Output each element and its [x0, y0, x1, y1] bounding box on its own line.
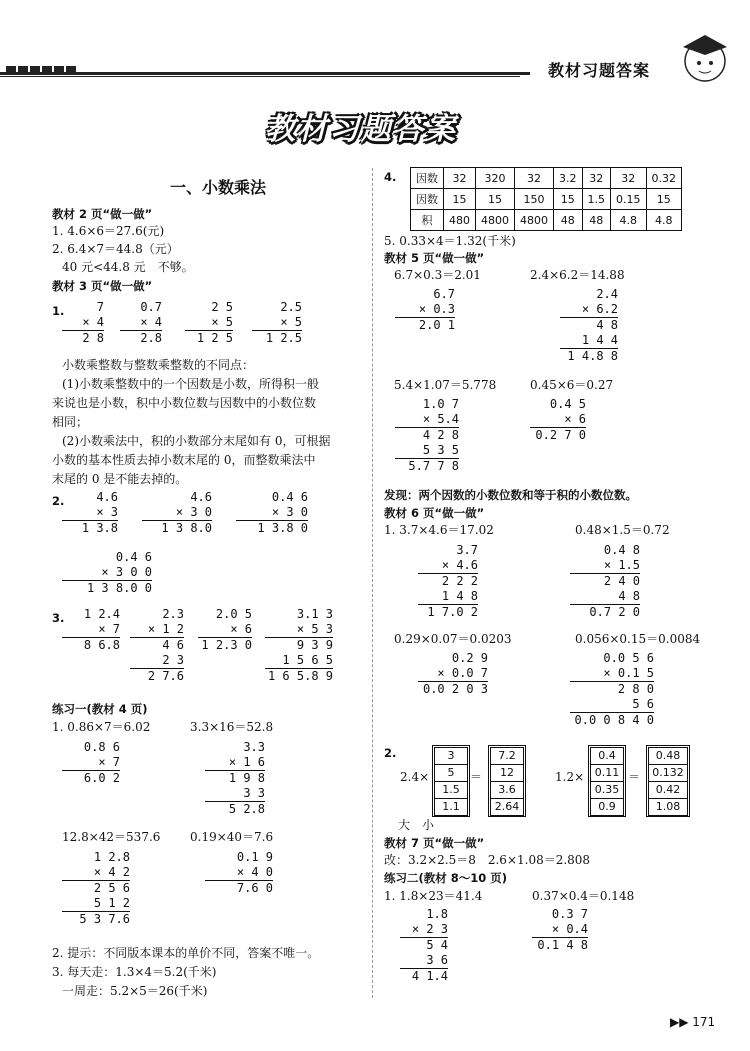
table-cell: 150	[515, 189, 554, 210]
vertical-calculation: 0.8 6 × 7 6.0 2	[62, 740, 120, 786]
answer-line: 2. 提示：不同版本课本的单价不同，答案不唯一。	[52, 946, 320, 960]
product-box: 7.2 12 3.6 2.64	[488, 745, 526, 817]
vertical-calculation: 1.0 7 × 5.4 4 2 8 5 3 5 5.7 7 8	[395, 397, 459, 474]
answer-line: 12.8×42＝537.6	[62, 830, 161, 844]
vertical-calculation: 4.6 × 3 0 1 3 8.0	[142, 490, 212, 536]
table-cell: 0.15	[611, 189, 647, 210]
answer-line: 1. 3.7×4.6＝17.02	[384, 523, 494, 537]
question-number: 4.	[384, 170, 397, 184]
answer-line: 0.19×40＝7.6	[190, 830, 274, 844]
header-rule-thin	[0, 76, 520, 77]
paragraph-line: (2)小数乘法中，积的小数部分末尾如有 0，可根据	[62, 434, 331, 448]
table-cell: 4.8	[611, 210, 647, 231]
answer-line: 0.45×6＝0.27	[530, 378, 614, 392]
table-cell: 15	[476, 189, 515, 210]
header-rule	[0, 72, 530, 75]
answer-line: 3. 每天走：1.3×4＝5.2(千米)	[52, 965, 217, 979]
paragraph-line: (1)小数乘整数中的一个因数是小数，所得积一般	[62, 377, 319, 391]
factor-product-table	[410, 167, 682, 231]
table-cell: 15	[444, 189, 476, 210]
exercise-heading: 教材 2 页“做一做”	[52, 207, 153, 221]
paragraph-line: 来说也是小数，积中小数位数与因数中的小数位数	[52, 396, 317, 410]
answer-line: 2. 6.4×7＝44.8（元）	[52, 242, 179, 256]
vertical-calculation: 1.8 × 2 3 5 4 3 6 4 1.4	[400, 907, 448, 984]
answer-line: 6.7×0.3＝2.01	[394, 268, 481, 282]
table-cell: 4800	[476, 210, 515, 231]
exercise-heading: 练习一(教材 4 页)	[52, 702, 148, 716]
exercise-heading: 教材 5 页“做一做”	[384, 251, 485, 265]
multiplier-label: 1.2×	[555, 770, 585, 784]
equals-sign: ＝	[628, 770, 641, 784]
vertical-calculation: 0.0 5 6 × 0.1 5 2 8 0 5 6 0.0 0 8 4 0	[570, 651, 654, 728]
paragraph-line: 相同；	[52, 415, 89, 429]
answer-line: 大 小	[398, 818, 435, 832]
table-cell: 480	[444, 210, 476, 231]
table-cell: 32	[582, 168, 611, 189]
exercise-heading: 练习二(教材 8～10 页)	[384, 871, 508, 885]
finding-note: 发现：两个因数的小数位数和等于积的小数位数。	[384, 488, 637, 502]
answer-line: 40 元<44.8 元 不够。	[62, 260, 194, 274]
table-row	[411, 189, 682, 210]
question-number: 3.	[52, 611, 65, 625]
column-divider	[372, 168, 373, 998]
vertical-calculation: 6.7 × 0.3 2.0 1	[395, 287, 455, 333]
table-cell: 4800	[515, 210, 554, 231]
answer-line: 1. 1.8×23＝41.4	[384, 889, 483, 903]
table-cell: 0.32	[646, 168, 682, 189]
vertical-calculation: 0.7 × 4 2.8	[120, 300, 162, 346]
vertical-calculation: 3.3 × 1 6 1 9 8 3 3 5 2.8	[205, 740, 265, 817]
vertical-calculation: 3.1 3 × 5 3 9 3 9 1 5 6 5 1 6 5.8 9	[265, 607, 333, 684]
table-cell: 因数	[411, 168, 444, 189]
table-row	[411, 210, 682, 231]
table-cell: 48	[582, 210, 611, 231]
vertical-calculation: 1 2.4 × 7 8 6.8	[62, 607, 120, 653]
answer-line: 改：3.2×2.5＝8 2.6×1.08＝2.808	[384, 853, 591, 867]
answer-line: 3.3×16＝52.8	[190, 720, 274, 734]
table-cell: 4.8	[646, 210, 682, 231]
question-number: 1.	[52, 304, 65, 318]
header-title: 教材习题答案	[548, 61, 651, 80]
table-row	[411, 168, 682, 189]
vertical-calculation: 0.4 5 × 6 0.2 7 0	[530, 397, 586, 443]
vertical-calculation: 2.3 × 1 2 4 6 2 3 2 7.6	[130, 607, 184, 684]
table-cell: 1.5	[582, 189, 611, 210]
vertical-calculation: 0.4 8 × 1.5 2 4 0 4 8 0.7 2 0	[570, 543, 640, 620]
vertical-calculation: 2.5 × 5 1 2.5	[252, 300, 302, 346]
table-cell: 48	[554, 210, 583, 231]
vertical-calculation: 3.7 × 4.6 2 2 2 1 4 8 1 7.0 2	[418, 543, 478, 620]
answer-line: 0.37×0.4＝0.148	[532, 889, 635, 903]
answer-line: 0.056×0.15＝0.0084	[575, 632, 701, 646]
table-cell: 32	[444, 168, 476, 189]
page-number: ▶▶ 171	[670, 1015, 716, 1029]
vertical-calculation: 0.4 6 × 3 0 0 1 3 8.0 0	[62, 550, 152, 596]
exercise-heading: 教材 6 页“做一做”	[384, 506, 485, 520]
vertical-calculation: 1 2.8 × 4 2 2 5 6 5 1 2 5 3 7.6	[62, 850, 130, 927]
page-title: 教材习题答案	[265, 112, 457, 147]
paragraph-line: 小数乘整数与整数乘整数的不同点：	[62, 358, 255, 372]
vertical-calculation: 2.0 5 × 6 1 2.3 0	[198, 607, 252, 653]
exercise-heading: 教材 7 页“做一做”	[384, 836, 485, 850]
table-cell: 因数	[411, 189, 444, 210]
answer-line: 0.48×1.5＝0.72	[575, 523, 670, 537]
answer-line: 5. 0.33×4＝1.32(千米)	[384, 234, 516, 248]
table-cell: 15	[554, 189, 583, 210]
question-number: 2.	[384, 746, 397, 760]
vertical-calculation: 0.3 7 × 0.4 0.1 4 8	[532, 907, 588, 953]
table-cell: 32	[611, 168, 647, 189]
question-number: 2.	[52, 494, 65, 508]
vertical-calculation: 7 × 4 2 8	[62, 300, 104, 346]
factor-box: 0.4 0.11 0.35 0.9	[588, 745, 626, 817]
vertical-calculation: 0.2 9 × 0.0 7 0.0 2 0 3	[418, 651, 488, 697]
paragraph-line: 小数的基本性质去掉小数末尾的 0，而整数乘法中	[52, 453, 316, 467]
factor-box: 3 5 1.5 1.1	[432, 745, 470, 817]
vertical-calculation: 0.4 6 × 3 0 1 3.8 0	[236, 490, 308, 536]
table-cell: 15	[646, 189, 682, 210]
vertical-calculation: 2 5 × 5 1 2 5	[185, 300, 233, 346]
vertical-calculation: 2.4 × 6.2 4 8 1 4 4 1 4.8 8	[560, 287, 618, 364]
answer-line: 1. 0.86×7＝6.02	[52, 720, 151, 734]
multiplier-label: 2.4×	[400, 770, 430, 784]
vertical-calculation: 0.1 9 × 4 0 7.6 0	[205, 850, 273, 896]
table-cell: 3.2	[554, 168, 583, 189]
answer-line: 一周走：5.2×5＝26(千米)	[62, 984, 208, 998]
student-cartoon-icon	[675, 25, 735, 90]
exercise-heading: 教材 3 页“做一做”	[52, 279, 153, 293]
equals-sign: ＝	[470, 770, 483, 784]
paragraph-line: 末尾的 0 是不能去掉的。	[52, 472, 188, 486]
table-cell: 320	[476, 168, 515, 189]
section-title: 一、小数乘法	[170, 178, 267, 197]
answer-line: 1. 4.6×6＝27.6(元)	[52, 224, 165, 238]
answer-line: 2.4×6.2＝14.88	[530, 268, 625, 282]
product-box: 0.48 0.132 0.42 1.08	[646, 745, 690, 817]
answer-line: 5.4×1.07＝5.778	[394, 378, 497, 392]
vertical-calculation: 4.6 × 3 1 3.8	[62, 490, 118, 536]
table-cell: 积	[411, 210, 444, 231]
answer-line: 0.29×0.07＝0.0203	[394, 632, 512, 646]
table-cell: 32	[515, 168, 554, 189]
